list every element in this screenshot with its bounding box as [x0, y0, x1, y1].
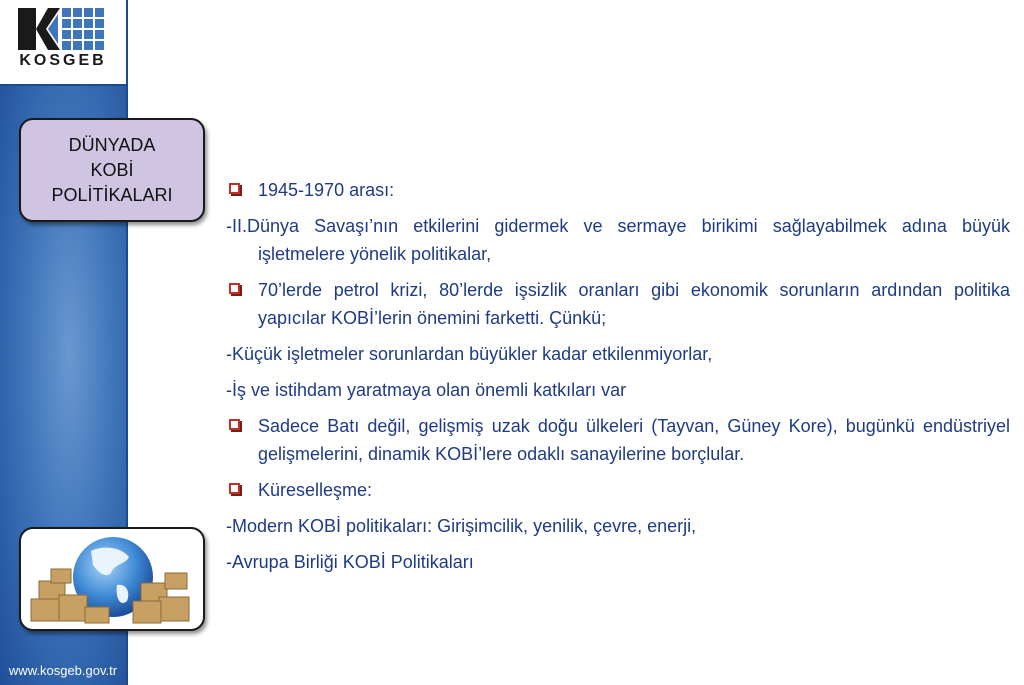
list-item: [226, 276, 1010, 332]
list-item: [226, 176, 1010, 204]
list-item-text: -İş ve istihdam yaratmaya olan önemli katkıları var: [226, 380, 627, 400]
list-item-text: -II.Dünya Savaşı’nın etkilerini gidermek ve sermaye birikimi sağlayabilmek adına büyük işletmelere yönelik politikalar,: [226, 216, 1010, 264]
list-item: [226, 412, 1010, 468]
list-item-text: Sadece Batı değil, gelişmiş uzak doğu ülkeleri (Tayvan, Güney Kore), bugünkü endüstriyel gelişmelerini, dinamik KOBİ’lere odaklı sanayilerine borçlular.: [258, 416, 1010, 464]
checkbox-bullet-icon: [229, 183, 240, 194]
content-list: [226, 176, 1010, 584]
list-item-text: 1945-1970 arası:: [258, 180, 395, 200]
list-item-text: -Modern KOBİ politikaları: Girişimcilik, yenilik, çevre, enerji,: [226, 516, 697, 536]
checkbox-bullet-icon: [229, 283, 240, 294]
kosgeb-logo-icon: [18, 8, 108, 50]
title-line-1: DÜNYADA: [68, 134, 156, 155]
logo-text: KOSGEB: [19, 52, 107, 69]
list-item: [226, 548, 1010, 576]
list-item: [226, 340, 1010, 368]
list-item: [226, 376, 1010, 404]
list-item-text: -Küçük işletmeler sorunlardan büyükler kadar etkilenmiyorlar,: [226, 344, 713, 364]
globe-boxes-image: [19, 527, 205, 631]
list-item-text: Küreselleşme:: [258, 480, 373, 500]
title-line-2: KOBİ: [90, 159, 134, 180]
list-item-text: -Avrupa Birliği KOBİ Politikaları: [226, 552, 474, 572]
list-item-text: 70’lerde petrol krizi, 80’lerde işsizlik oranları gibi ekonomik sorunların ardından politika yapıcılar KOBİ’lerin önemini farketti. Çünkü;: [258, 280, 1010, 328]
globe-boxes-icon: [21, 529, 203, 629]
title-line-3: POLİTİKALARI: [51, 184, 173, 205]
checkbox-bullet-icon: [229, 483, 240, 494]
logo: [0, 0, 126, 86]
list-item: [226, 512, 1010, 540]
section-title-box: [19, 118, 205, 222]
checkbox-bullet-icon: [229, 419, 240, 430]
list-item: [226, 212, 1010, 268]
list-item: [226, 476, 1010, 504]
footer-url[interactable]: www.kosgeb.gov.tr: [8, 663, 118, 678]
